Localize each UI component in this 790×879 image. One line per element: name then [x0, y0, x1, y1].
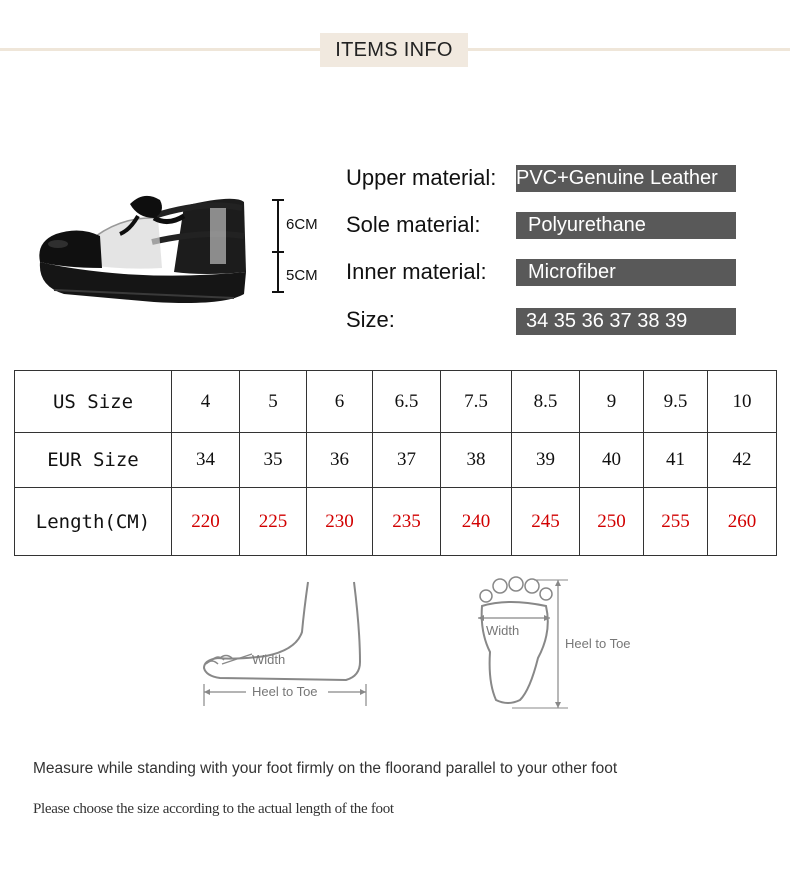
table-cell: 255 [644, 488, 708, 556]
size-instruction: Please choose the size according to the actual length of the foot [33, 801, 394, 817]
row-header: US Size [15, 371, 172, 433]
upper-height-label: 6CM [286, 216, 318, 233]
top-length-label: Heel to Toe [565, 636, 631, 651]
foot-side-diagram [196, 580, 386, 715]
table-cell: 9 [580, 371, 644, 433]
table-cell: 36 [307, 433, 373, 488]
table-cell: 250 [580, 488, 644, 556]
table-cell: 6.5 [373, 371, 441, 433]
row-header: EUR Size [15, 433, 172, 488]
table-cell: 9.5 [644, 371, 708, 433]
upper-material-value: PVC+Genuine Leather [516, 165, 736, 192]
side-width-label: Width [252, 652, 286, 667]
table-cell: 260 [708, 488, 777, 556]
side-length-label: Heel to Toe [252, 684, 318, 699]
size-value: 34 35 36 37 38 39 [516, 308, 736, 335]
inner-material-value: Microfiber [516, 259, 736, 286]
upper-material-label: Upper material: [346, 165, 497, 190]
top-width-label: Width [486, 623, 520, 638]
header-rule-right [466, 48, 790, 51]
table-cell: 6 [307, 371, 373, 433]
table-cell: 41 [644, 433, 708, 488]
sole-material-label: Sole material: [346, 212, 481, 237]
table-cell: 245 [512, 488, 580, 556]
table-cell: 8.5 [512, 371, 580, 433]
inner-material-label: Inner material: [346, 259, 487, 284]
table-cell: 34 [172, 433, 240, 488]
eur-size-row [15, 433, 777, 488]
foot-top-diagram [472, 572, 652, 712]
sole-height-label: 5CM [286, 267, 318, 284]
table-cell: 230 [307, 488, 373, 556]
header-rule-left [0, 48, 322, 51]
table-cell: 42 [708, 433, 777, 488]
table-cell: 220 [172, 488, 240, 556]
size-chart-table [14, 370, 777, 556]
table-cell: 7.5 [441, 371, 512, 433]
table-cell: 39 [512, 433, 580, 488]
us-size-row [15, 371, 777, 433]
dimension-marker [268, 196, 288, 296]
table-cell: 240 [441, 488, 512, 556]
table-cell: 10 [708, 371, 777, 433]
size-label: Size: [346, 307, 395, 332]
table-cell: 38 [441, 433, 512, 488]
shoe-image [34, 186, 254, 308]
table-cell: 225 [240, 488, 307, 556]
measure-instruction: Measure while standing with your foot firmly on the floorand parallel to your other foot [33, 760, 618, 777]
table-cell: 37 [373, 433, 441, 488]
row-header: Length(CM) [15, 488, 172, 556]
length-row [15, 488, 777, 556]
table-cell: 4 [172, 371, 240, 433]
sole-material-value: Polyurethane [516, 212, 736, 239]
table-cell: 40 [580, 433, 644, 488]
table-cell: 5 [240, 371, 307, 433]
section-title: ITEMS INFO [320, 33, 468, 67]
table-cell: 35 [240, 433, 307, 488]
table-cell: 235 [373, 488, 441, 556]
